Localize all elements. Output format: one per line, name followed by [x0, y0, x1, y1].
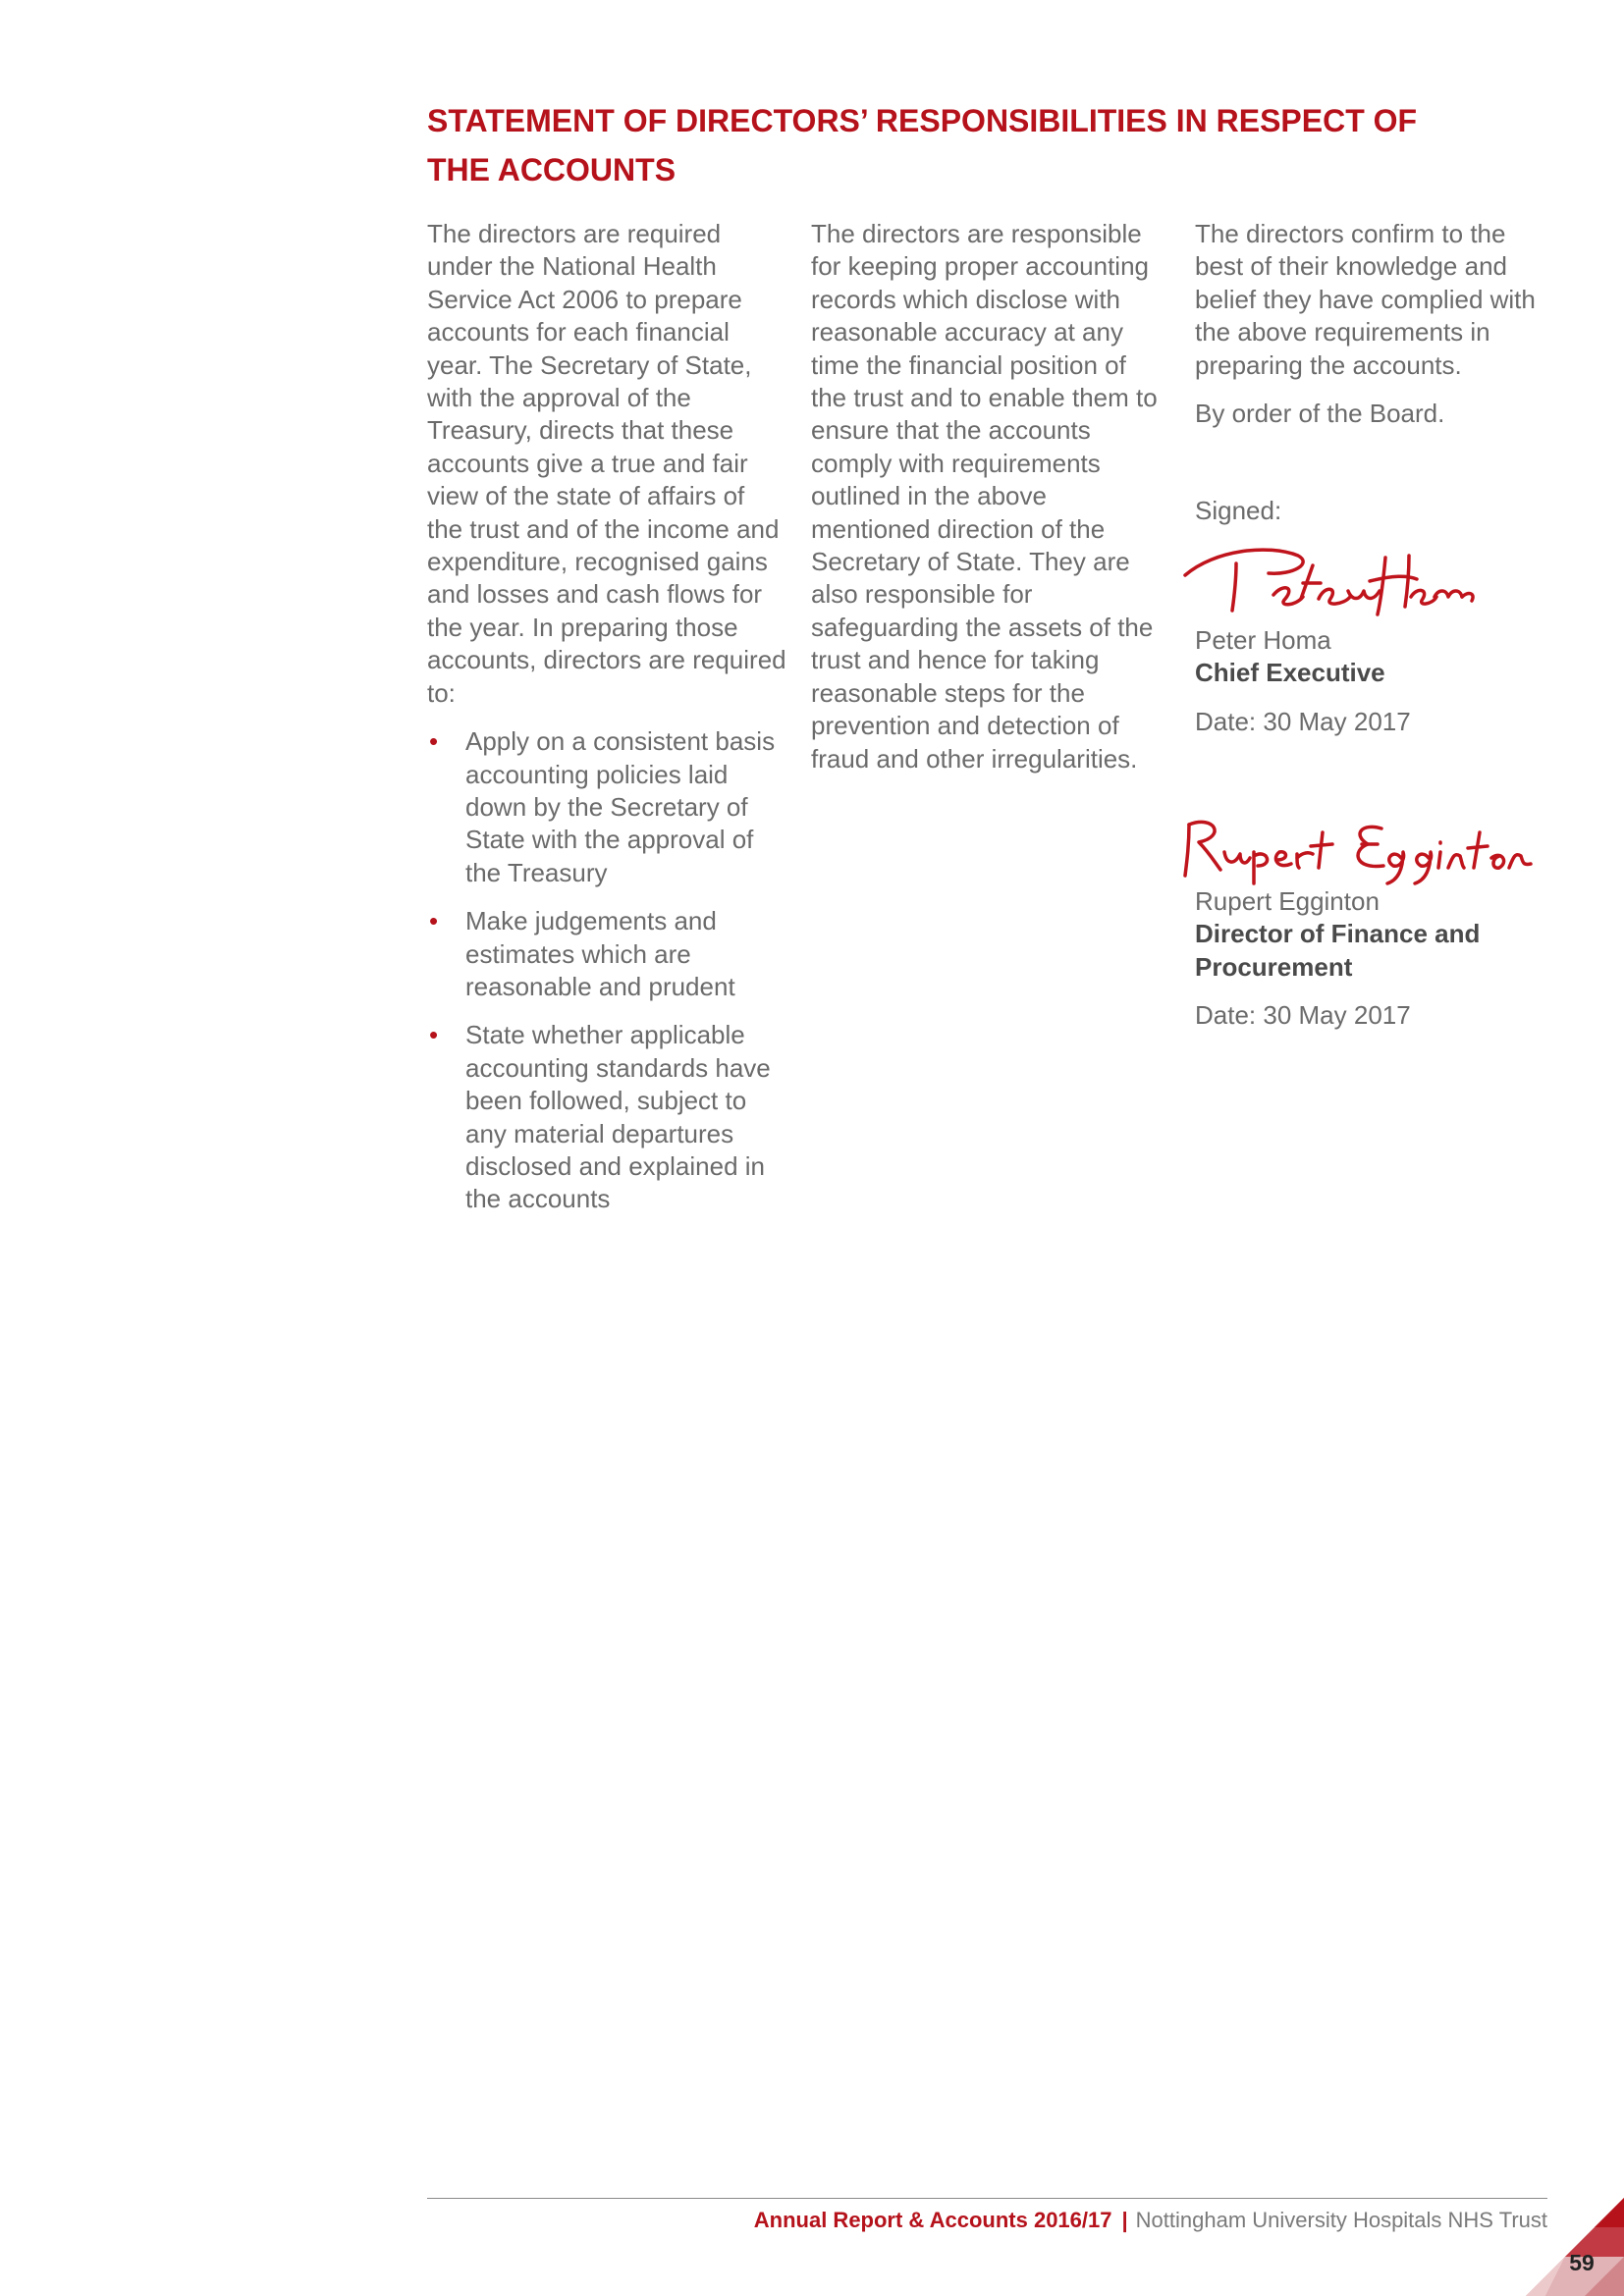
- signature-date: Date: 30 May 2017: [1195, 706, 1411, 736]
- bullet-icon: •: [429, 1020, 439, 1050]
- column-accounting-records: [811, 218, 1168, 791]
- signatory-name: Peter Homa: [1195, 624, 1331, 655]
- signatory-title: Chief Executive: [1195, 658, 1385, 688]
- signature-rupert-egginton: [1175, 809, 1539, 885]
- confirmation-paragraph: The directors confirm to the best of their knowledge and belief they have complied with the above requirements in preparing the accounts.: [1195, 219, 1536, 380]
- footer-organisation: Nottingham University Hospitals NHS Trust: [1135, 2208, 1547, 2232]
- page-number: 59: [1569, 2250, 1595, 2275]
- list-item-text: State whether applicable accounting standards have been followed, subject to any material departures disclosed and explained in the accounts: [465, 1020, 771, 1214]
- signatory-title: Director of Finance and Procurement: [1195, 919, 1481, 982]
- bullet-icon: •: [429, 906, 439, 936]
- signature-date: Date: 30 May 2017: [1195, 1000, 1411, 1031]
- bullet-icon: •: [429, 726, 439, 757]
- requirements-list: [427, 725, 786, 1216]
- footer-separator: |: [1121, 2208, 1128, 2232]
- column-statutory-requirements: [427, 218, 786, 1232]
- board-order-text: By order of the Board.: [1195, 399, 1445, 429]
- list-item-text: Make judgements and estimates which are reasonable and prudent: [465, 906, 735, 1001]
- footer-report-title: Annual Report & Accounts 2016/17: [753, 2208, 1112, 2232]
- requirements-paragraph: The directors are required under the National Health Service Act 2006 to prepare accounts for each financial year. The Secretary of State, with the approval of the Treasury, directs that these accounts give a true and fair view of the state of affairs of the trust and of the income and expenditure, recognised gains and losses and cash flows for the year. In preparing those accounts, directors are required to:: [427, 219, 786, 708]
- list-item: [427, 1019, 786, 1215]
- list-item-text: Apply on a consistent basis accounting policies laid down by the Secretary of State with the approval of the Treasury: [465, 726, 776, 887]
- corner-triangle-icon: [1526, 2198, 1624, 2296]
- footer: [754, 2206, 1547, 2235]
- list-item: [427, 725, 786, 889]
- footer-divider: [427, 2198, 1547, 2199]
- records-paragraph: The directors are responsible for keeping proper accounting records which disclose with reasonable accuracy at any time the financial position of the trust and to enable them to ensure that the accounts comply with requirements outlined in the above mentioned direction of the Secretary of State. They are also responsible for safeguarding the assets of the trust and hence for taking reasonable steps for the prevention and detection of fraud and other irregularities.: [811, 219, 1158, 774]
- signed-label: Signed:: [1195, 496, 1282, 526]
- column-confirmation: [1195, 218, 1558, 1048]
- page-title: STATEMENT OF DIRECTORS’ RESPONSIBILITIES IN RESPECT OF THE ACCOUNTS: [427, 103, 1418, 187]
- signatory-name: Rupert Egginton: [1195, 886, 1380, 917]
- signature-peter-homa: [1175, 536, 1480, 624]
- list-item: [427, 905, 786, 1003]
